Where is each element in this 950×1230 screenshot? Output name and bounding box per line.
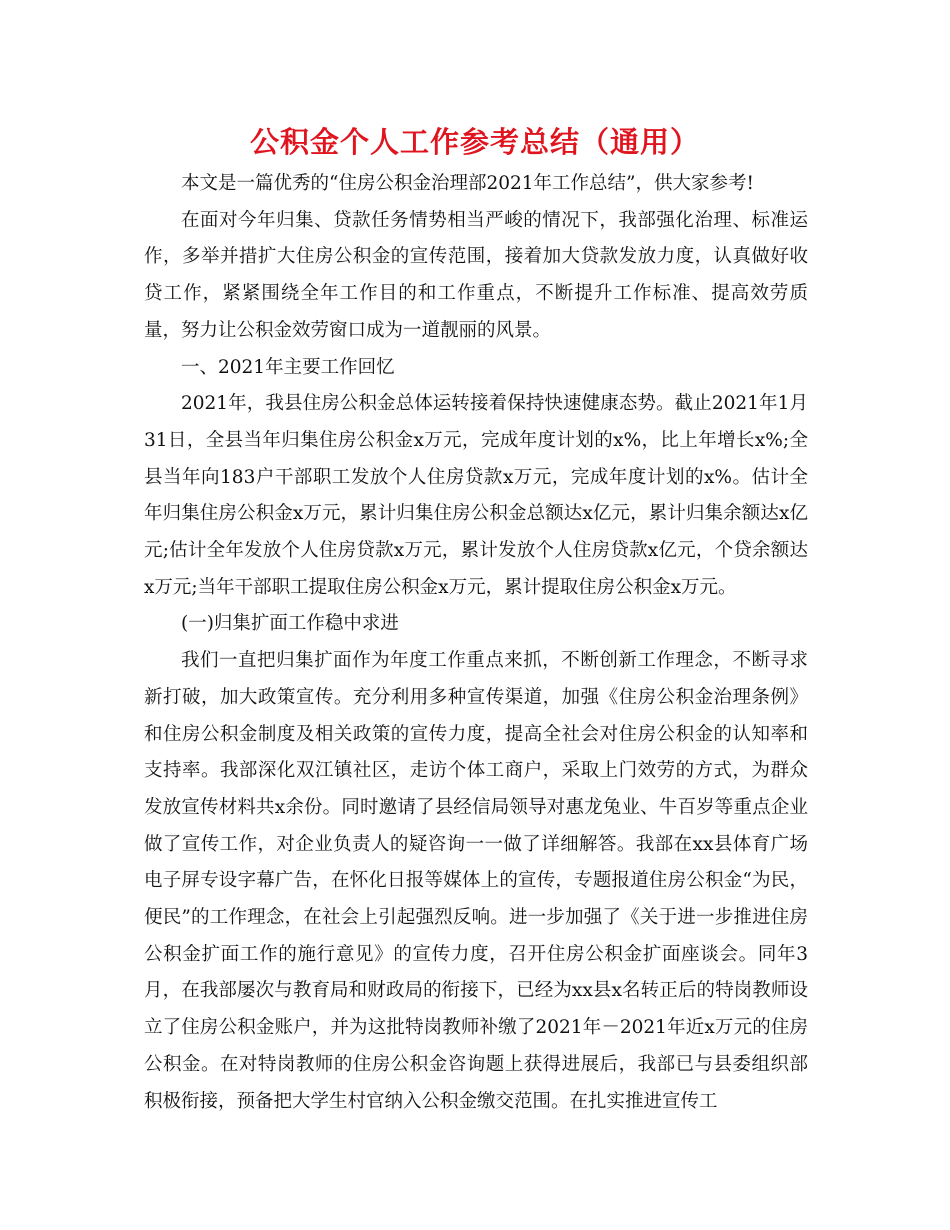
paragraph-intro: 本文是一篇优秀的“住房公积金治理部2021年工作总结”，供大家参考! [181, 173, 754, 194]
section-heading: 一、2021年主要工作回忆 [181, 356, 395, 378]
document-title: 公积金个人工作参考总结（通用） [249, 125, 700, 159]
paragraph-collection-work: 我们一直把归集扩面作为年度工作重点来抓，不断创新工作理念，不断寻求新打破，加大政策宣传。充分利用多种宣传渠道，加强《住房公积金治理条例》和住房公积金制度及相关政策的宣传力度，提高全社会对住房公积金的认知率和支持率。我部深化双江镇社区，走访个体工商户，采取上门效劳的方式，为群众发放宣传材料共x余份。同时邀请了县经信局领导对惠龙兔业、牛百岁等重点企业做了宣传工作，对企业负责人的疑咨询一一做了详细解答。我部在xx县体育广场电子屏专设字幕广告，在怀化日报等媒体上的宣传，专题报道住房公积金“为民，便民”的工作理念，在社会上引起强烈反响。进一步加强了《关于进一步推进住房公积金扩面工作的施行意见》的宣传力度，召开住房公积金扩面座谈会。同年3月，在我部屡次与教育局和财政局的衔接下，已经为xx县x名转正后的特岗教师设立了住房公积金账户，并为这批特岗教师补缴了2021年－2021年近x万元的住房公积金。在对特岗教师的住房公积金咨询题上获得进展后，我部已与县委组织部积极衔接，预备把大学生村官纳入公积金缴交范围。在扎实推进宣传工 [144, 650, 808, 1112]
paragraph-overview: 在面对今年归集、贷款任务情势相当严峻的情况下，我部强化治理、标准运作，多举并措扩大住房公积金的宣传范围，接着加大贷款发放力度，认真做好收贷工作，紧紧围绕全年工作目的和工作重点，不断提升工作标准、提高效劳质量，努力让公积金效劳窗口成为一道靓丽的风景。 [144, 209, 808, 341]
document-body [144, 166, 808, 1120]
paragraph-statistics: 2021年，我县住房公积金总体运转接着保持快速健康态势。截止2021年1月31日，全县当年归集住房公积金x万元，完成年度计划的x%，比上年增长x%;全县当年向183户干部职工发放个人住房贷款x万元，完成年度计划的x%。估计全年归集住房公积金x万元，累计归集住房公积金总额达x亿元，累计归集余额达x亿元;估计全年发放个人住房贷款x万元，累计发放个人住房贷款x亿元，个贷余额达x万元;当年干部职工提取住房公积金x万元，累计提取住房公积金x万元。 [144, 393, 808, 598]
subsection-heading: (一)归集扩面工作稳中求进 [181, 613, 399, 635]
